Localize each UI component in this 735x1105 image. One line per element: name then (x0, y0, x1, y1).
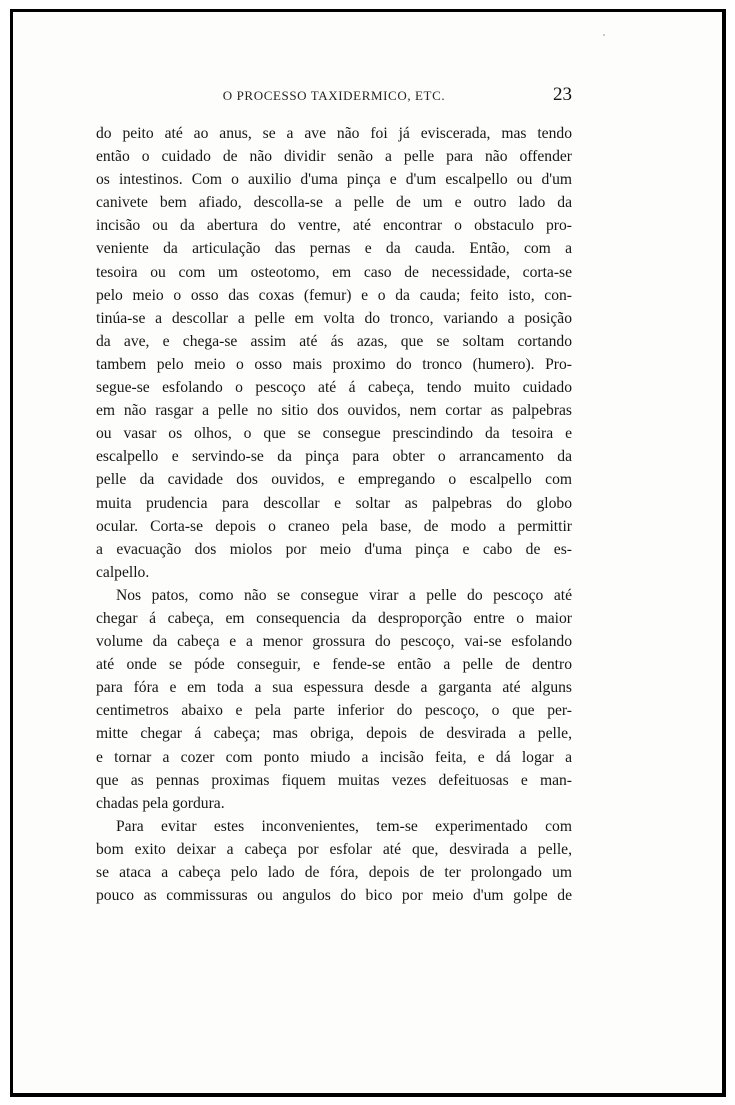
text-line: pouco as commissuras ou angulos do bico por meio d'um golpe de (96, 887, 572, 905)
text-line: até onde se póde conseguir, e fende-se então a pelle de dentro (96, 656, 572, 674)
text-line: chegar á cabeça, em consequencia da desproporção entre o maior (96, 609, 572, 627)
text-line: e tornar a cozer com ponto miudo a incisão feita, e dá logar a (96, 748, 572, 766)
text-line: segue-se esfolando o pescoço até á cabeça, tendo muito cuidado (96, 379, 572, 397)
running-title: O PROCESSO TAXIDERMICO, ETC. (222, 88, 446, 103)
text-line: chadas pela gordura. (96, 794, 225, 812)
text-line: pelo meio o osso das coxas (femur) e o da cauda; feito isto, con- (96, 286, 572, 304)
paragraph-2 (96, 584, 572, 815)
page-number: 23 (553, 84, 572, 105)
text-line: para fóra e em toda a sua espessura desde a garganta até alguns (96, 679, 572, 697)
text-line: muita prudencia para descollar e soltar as palpebras do globo (96, 494, 572, 512)
text-line: tambem pelo meio o osso mais proximo do tronco (humero). Pro- (96, 355, 572, 373)
text-line: Nos patos, como não se consegue virar a pelle do pescoço até (116, 586, 572, 604)
paper-speck (603, 34, 605, 36)
text-line: escalpello e servindo-se da pinça para obter o arrancamento da (96, 448, 572, 466)
running-head (96, 84, 572, 108)
text-line: calpello. (96, 563, 150, 581)
text-line: pelle da cavidade dos ouvidos, e empregando o escalpello com (96, 471, 572, 489)
text-line: tinúa-se a descollar a pelle em volta do tronco, variando a posição (96, 309, 572, 327)
text-line: veniente da articulação das pernas e da cauda. Então, com a (96, 240, 572, 258)
text-line: bom exito deixar a cabeça por esfolar até que, desvirada a pelle, (96, 840, 572, 858)
text-line: então o cuidado de não dividir senão a pelle para não offender (96, 148, 572, 166)
text-line: ocular. Corta-se depois o craneo pela base, de modo a permittir (96, 517, 572, 535)
text-line: da ave, e chega-se assim até ás azas, que se soltam cortando (96, 332, 572, 350)
text-line: os intestinos. Com o auxilio d'uma pinça e d'um escalpello ou d'um (96, 171, 572, 189)
text-line: do peito até ao anus, se a ave não foi já eviscerada, mas tendo (96, 125, 572, 142)
text-line: que as pennas proximas fiquem muitas vezes defeituosas e man- (96, 771, 572, 789)
text-line: ou vasar os olhos, o que se consegue prescindindo da tesoira e (96, 425, 572, 443)
text-line: tesoira ou com um osteotomo, em caso de necessidade, corta-se (96, 263, 572, 281)
text-line: centimetros abaixo e pela parte inferior do pescoço, o que per- (96, 702, 572, 720)
body-text (96, 122, 572, 907)
text-line: mitte chegar á cabeça; mas obriga, depois de desvirada a pelle, (96, 725, 572, 743)
text-line: volume da cabeça e a menor grossura do pescoço, vai-se esfolando (96, 633, 572, 651)
text-line: incisão ou da abertura do ventre, até encontrar o obstaculo pro- (96, 217, 572, 235)
text-line: Para evitar estes inconvenientes, tem-se experimentado com (116, 817, 572, 835)
text-line: canivete bem afiado, descolla-se a pelle de um e outro lado da (96, 194, 572, 212)
text-line: a evacuação dos miolos por meio d'uma pinça e cabo de es- (96, 540, 572, 558)
paragraph-1 (96, 122, 572, 584)
paragraph-3 (96, 815, 572, 907)
text-line: em não rasgar a pelle no sitio dos ouvidos, nem cortar as palpebras (96, 402, 572, 420)
text-line: se ataca a cabeça pelo lado de fóra, depois de ter prolongado um (96, 864, 572, 881)
